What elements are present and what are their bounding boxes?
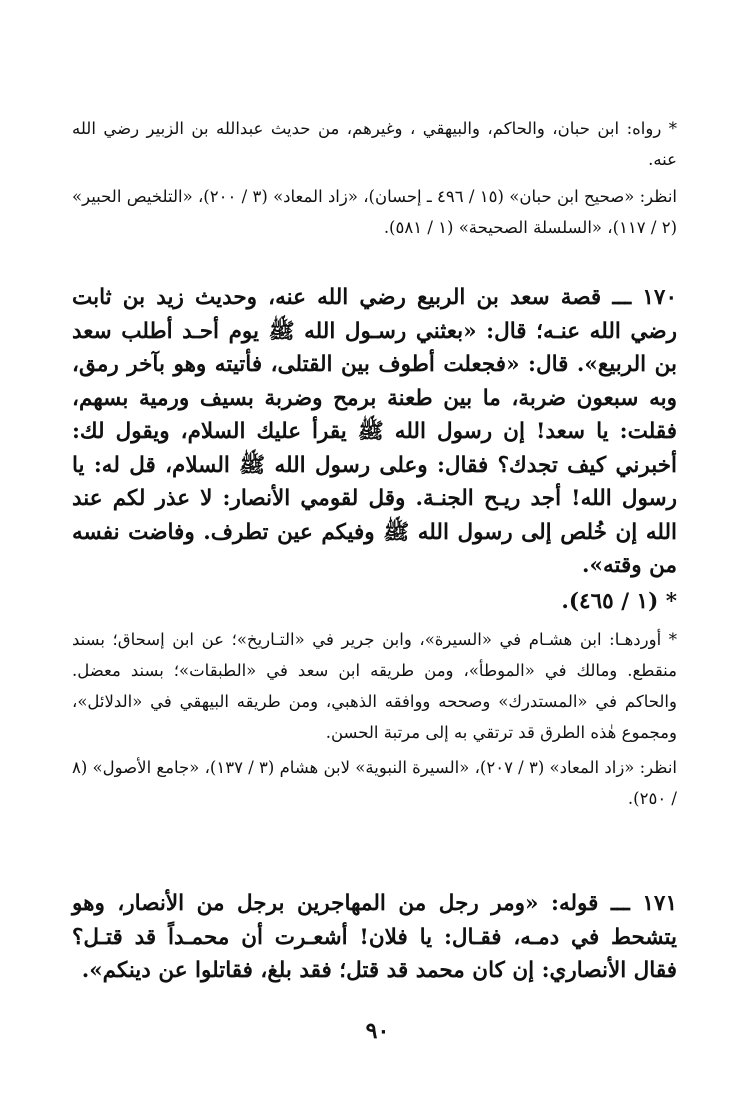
- hadith-170-note-references: انظر: «زاد المعاد» (٣ / ٢٠٧)، «السيرة النبوية» لابن هشام (٣ / ١٣٧)، «جامع الأصول» (٨ / ٢٥٠).: [72, 758, 677, 808]
- hadith-170-text: ١٧٠ ـــ قصة سعد بن الربيع رضي الله عنه، وحديث زيد بن ثابت رضي الله عنـه؛ قال: «بعثني رسـول الله ﷺ يوم أحـد أطلب سعد بن الربيع». قال: «فجعلت أطوف بين القتلى، فأتيته وهو بآخر رمق، وبه سبعون ضربة، ما بين طعنة برمح وضربة بسيف ورمية بسهم، فقلت: يا سعد! إن رسول الله ﷺ يقرأ عليك السلام، ويقول لك: أخبرني كيف تجدك؟ فقال: وعلى رسول الله ﷺ السلام، قل له: يا رسول الله! أجد ريـح الجنـة. وقل لقومي الأنصار: لا عذر لكم عند الله إن خُلص إلى رسول الله ﷺ وفيكم عين تطرف. وفاضت نفسه من وقته».: [72, 285, 677, 578]
- hadith-170-reference: * (١ / ٤٦٥).: [561, 588, 677, 614]
- hadith-171-text: ١٧١ ـــ قوله: «ومر رجل من المهاجرين برجل من الأنصار، وهو يتشحط في دمـه، فقـال: يا فلان! أشعـرت أن محمـداً قد قتـل؟ فقال الأنصاري: إن كان محمد قد قتل؛ فقد بلغ، فقاتلوا عن دينكم».: [72, 891, 677, 983]
- hadith-170: [72, 281, 677, 814]
- top-footnote: [72, 113, 677, 243]
- top-footnote-references: انظر: «صحيح ابن حبان» (١٥ / ٤٩٦ ـ إحسان)، «زاد المعاد» (٣ / ٢٠٠)، «التلخيص الحبير» (٢ / ١١٧)، «السلسلة الصحيحة» (١ / ٥٨١).: [72, 187, 678, 237]
- hadith-170-note-source: * أوردهـا: ابن هشـام في «السيرة»، وابن جرير في «التـاريخ»؛ عن ابن إسحاق؛ بسند منقطع. ومالك في «الموطأ»، ومن طريقه ابن سعد في «الطبقات»؛ بسند معضل. والحاكم في «المستدرك» وصححه ووافقه الذهبي، ومن طريقه البيهقي في «الدلائل»، ومجموع هٰذه الطرق قد ترتقي به إلى مرتبة الحسن.: [72, 630, 677, 742]
- top-footnote-source: * رواه: ابن حبان، والحاكم، والبيهقي ، وغيرهم، من حديث عبدالله بن الزبير رضي الله عنه.: [72, 119, 677, 169]
- page-number: ٩٠: [365, 1018, 390, 1044]
- hadith-171: [72, 887, 677, 988]
